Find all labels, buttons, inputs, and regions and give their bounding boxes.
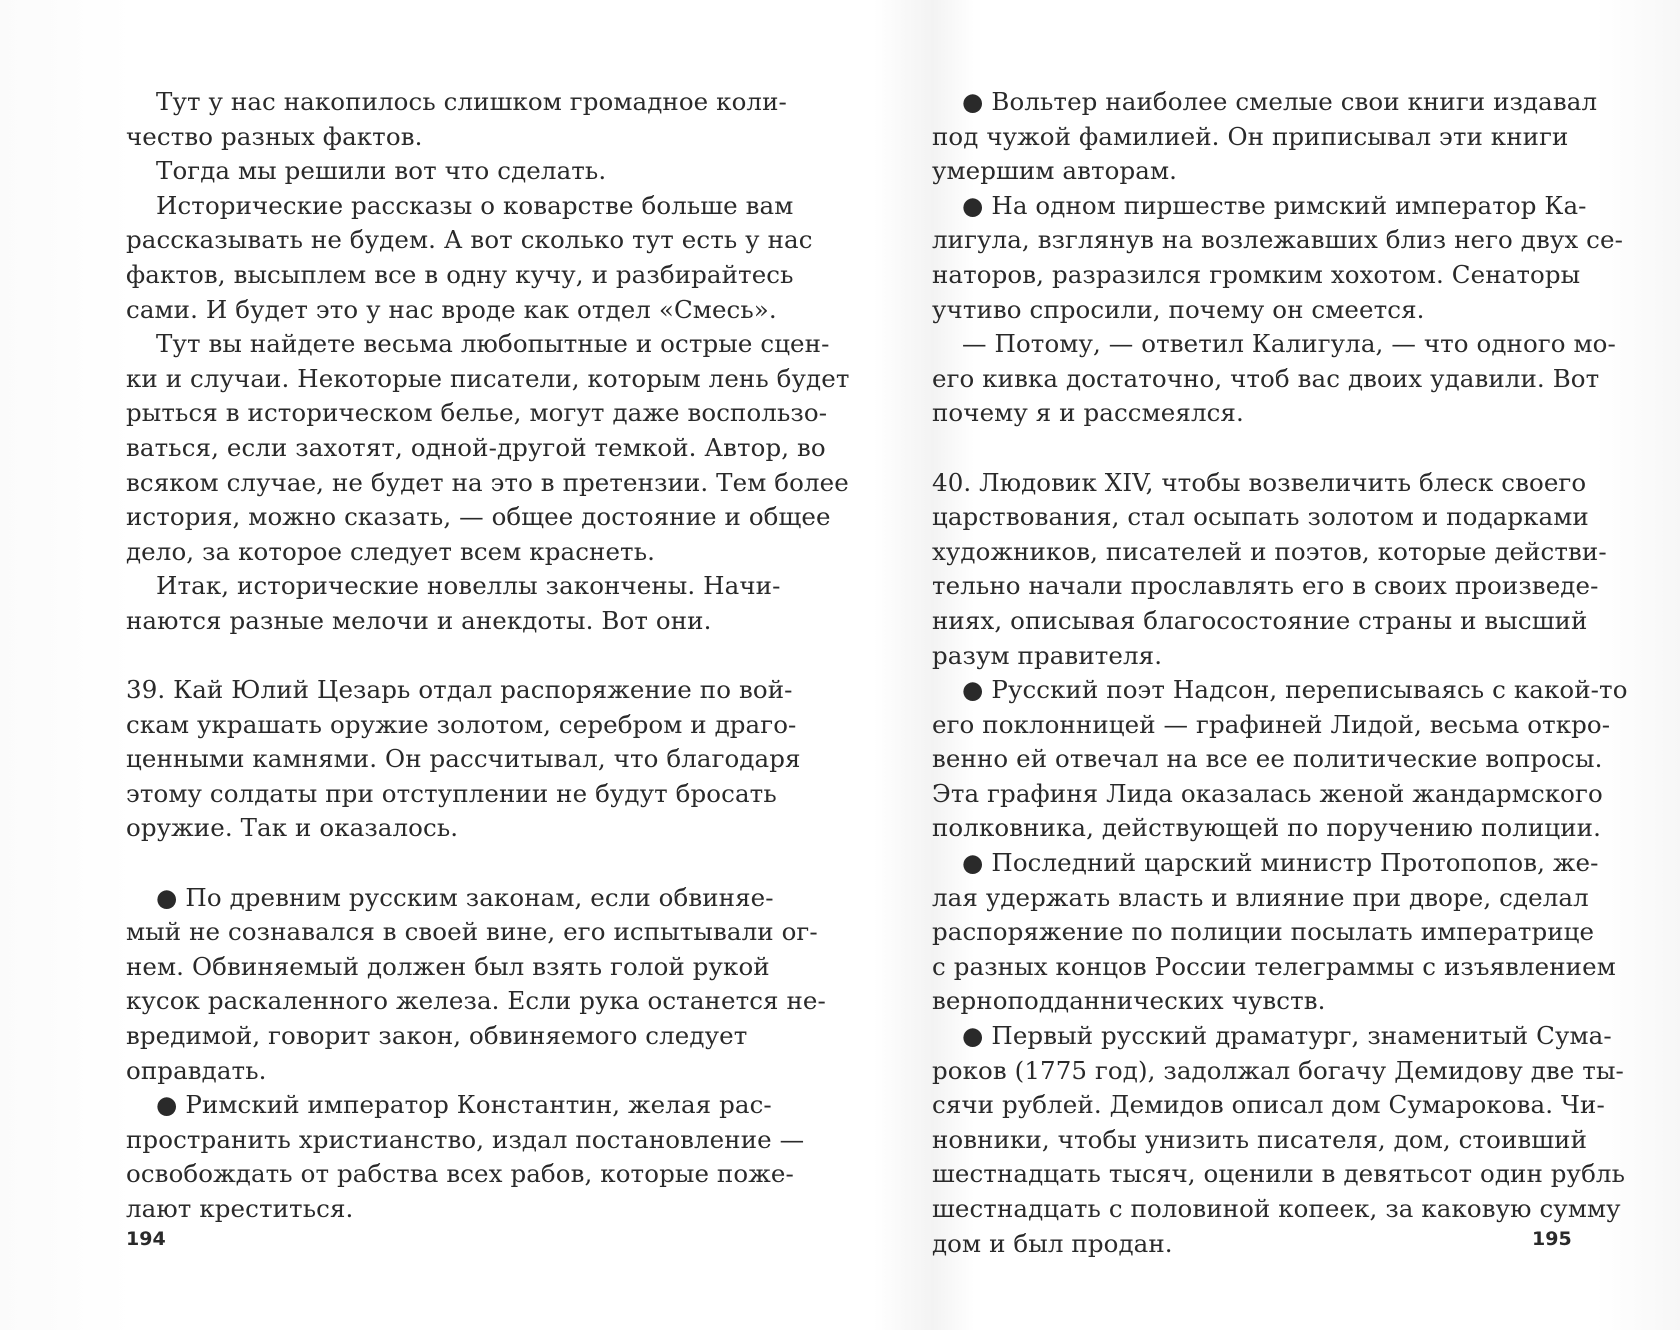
paragraph-gap [126, 639, 741, 674]
left-page [126, 85, 850, 1227]
text-line: ваться, если захотят, одной-другой темкой. Автор, во [126, 432, 826, 462]
text-line: учтиво спросили, почему он смеется. [932, 294, 1425, 324]
text-line: оправдать. [126, 1055, 267, 1085]
text-line: Тогда мы решили вот что сделать. [156, 156, 607, 186]
text-line: чество разных фактов. [126, 121, 423, 151]
text-line: ценными камнями. Он рассчитывал, что благодаря [126, 744, 801, 774]
text-line: его кивка достаточно, чтоб вас двоих удавили. Вот [932, 363, 1600, 393]
text-line: с разных концов России телеграммы с изъявлением [932, 951, 1616, 981]
text-line: Итак, исторические новеллы закончены. Начи- [156, 571, 781, 601]
text-line: верноподданнических чувств. [932, 986, 1326, 1016]
text-line: сячи рублей. Демидов описал дом Сумарокова. Чи- [932, 1090, 1605, 1120]
text-line: почему я и рассмеялся. [932, 398, 1244, 428]
text-line: скам украшать оружие золотом, серебром и драго- [126, 709, 797, 739]
text-line: оружие. Так и оказалось. [126, 813, 459, 843]
text-line: роков (1775 год), задолжал богачу Демидову две ты- [932, 1055, 1624, 1085]
page-number-left: 194 [126, 1228, 166, 1250]
text-line: пространить христианство, издал постановление — [126, 1124, 805, 1154]
text-line: ● По древним русским законам, если обвиняе- [156, 882, 774, 912]
text-line: разум правителя. [932, 640, 1163, 670]
text-line: вредимой, говорит закон, обвиняемого следует [126, 1021, 748, 1051]
text-line: фактов, высыплем все в одну кучу, и разбирайтесь [126, 259, 794, 289]
text-line: Тут вы найдете весьма любопытные и острые сцен- [156, 329, 830, 359]
text-line: венно ей отвечал на все ее политические вопросы. [932, 744, 1603, 774]
text-line: новники, чтобы унизить писателя, дом, стоивший [932, 1124, 1588, 1154]
text-line: полковника, действующей по поручению полиции. [932, 813, 1601, 843]
text-line: дело, за которое следует всем краснеть. [126, 536, 656, 566]
text-line: кусок раскаленного железа. Если рука останется не- [126, 986, 826, 1016]
text-line: наторов, разразился громким хохотом. Сенаторы [932, 259, 1581, 289]
text-line: шестнадцать тысяч, оценили в девятьсот один рубль [932, 1159, 1626, 1189]
text-line: лая удержать власть и влияние при дворе, сделал [932, 882, 1589, 912]
text-line: рассказывать не будем. А вот сколько тут есть у нас [126, 225, 813, 255]
text-line: ● Последний царский министр Протопопов, же- [962, 848, 1599, 878]
text-line: наются разные мелочи и анекдоты. Вот они. [126, 605, 712, 635]
text-line: царствования, стал осыпать золотом и подарками [932, 502, 1589, 532]
text-line: умершим авторам. [932, 156, 1178, 186]
text-line: его поклонницей — графиней Лидой, весьма откро- [932, 709, 1611, 739]
text-line: под чужой фамилией. Он приписывал эти книги [932, 121, 1569, 151]
text-line: шестнадцать с половиной копеек, за каковую сумму [932, 1194, 1621, 1223]
text-line: ● Русский поэт Надсон, переписываясь с какой-то [962, 675, 1628, 705]
text-line: лают креститься. [126, 1194, 354, 1223]
text-line: художников, писателей и поэтов, которые действи- [932, 536, 1607, 566]
text-line: ки и случаи. Некоторые писатели, которым лень будет [126, 363, 850, 393]
text-line: всяком случае, не будет на это в претензии. Тем более [126, 467, 849, 497]
text-line: история, можно сказать, — общее достояние и общее [126, 502, 831, 532]
text-line: Эта графиня Лида оказалась женой жандармского [932, 778, 1603, 808]
text-line: сами. И будет это у нас вроде как отдел «Смесь». [126, 294, 777, 324]
text-line: ● Первый русский драматург, знаменитый Сума- [962, 1021, 1612, 1051]
text-line: тельно начали прославлять его в своих произведе- [932, 571, 1599, 601]
text-line: ● Вольтер наиболее смелые свои книги издавал [962, 87, 1598, 116]
text-line: мый не сознавался в своей вине, его испытывали ог- [126, 917, 818, 947]
text-line: освобождать от рабства всех рабов, которые поже- [126, 1159, 794, 1189]
page-number-right: 195 [1532, 1228, 1572, 1250]
text-line: распоряжение по полиции посылать императрице [932, 917, 1595, 947]
paragraph-gap [932, 431, 1547, 466]
text-line: ● На одном пиршестве римский император Ка- [962, 190, 1587, 220]
text-line: ниях, описывая благосостояние страны и высший [932, 605, 1588, 635]
text-line: этому солдаты при отступлении не будут бросать [126, 778, 777, 808]
text-line: — Потому, — ответил Калигула, — что одного мо- [962, 329, 1616, 359]
text-line: ● Римский император Константин, желая рас- [156, 1090, 772, 1120]
text-line: нем. Обвиняемый должен был взять голой рукой [126, 951, 770, 981]
text-line: Исторические рассказы о коварстве больше вам [156, 190, 794, 220]
text-line: дом и был продан. [932, 1228, 1173, 1258]
paragraph-gap [126, 846, 741, 881]
text-line: рыться в историческом белье, могут даже воспользо- [126, 398, 828, 428]
text-line: 39. Кай Юлий Цезарь отдал распоряжение по вой- [126, 675, 793, 705]
text-line: 40. Людовик XIV, чтобы возвеличить блеск своего [932, 467, 1587, 497]
text-line: лигула, взглянув на возлежавших близ него двух се- [932, 225, 1623, 255]
text-line: Тут у нас накопилось слишком громадное коли- [156, 87, 787, 116]
